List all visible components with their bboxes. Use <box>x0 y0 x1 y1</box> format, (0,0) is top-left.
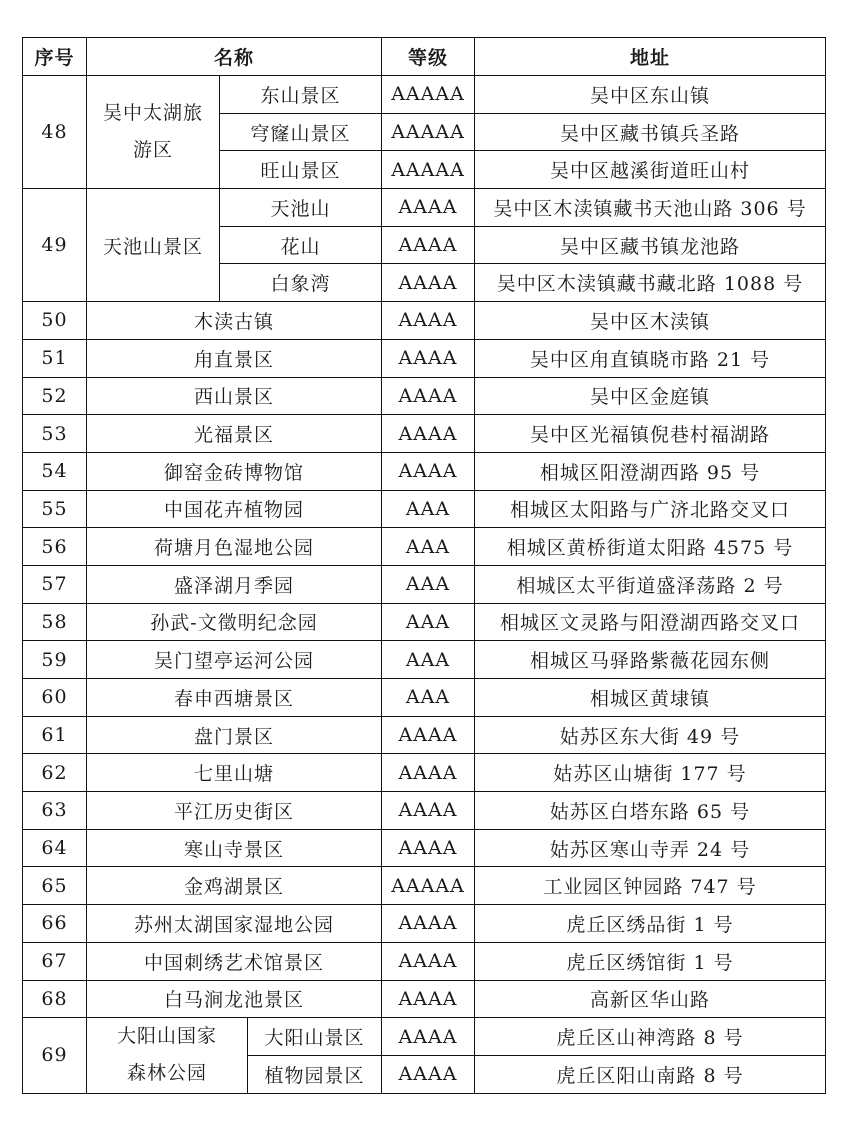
grade-cell: AAAA <box>382 226 475 264</box>
name-cell: 荷塘月色湿地公园 <box>87 528 382 566</box>
table-row <box>23 490 826 528</box>
table-row <box>23 754 826 792</box>
seq-cell: 56 <box>23 528 87 566</box>
address-cell: 相城区黄埭镇 <box>475 679 826 717</box>
address-cell: 相城区马驿路紫薇花园东侧 <box>475 641 826 679</box>
table-row <box>23 452 826 490</box>
table-row <box>23 942 826 980</box>
address-cell: 相城区太阳路与广济北路交叉口 <box>475 490 826 528</box>
table-row <box>23 189 826 227</box>
sub-name-cell: 花山 <box>220 226 382 264</box>
seq-cell: 69 <box>23 1018 87 1093</box>
seq-cell: 53 <box>23 415 87 453</box>
name-cell: 吴门望亭运河公园 <box>87 641 382 679</box>
table-row <box>23 980 826 1018</box>
seq-cell: 50 <box>23 302 87 340</box>
address-cell: 虎丘区绣馆街 1 号 <box>475 942 826 980</box>
sub-name-cell: 天池山 <box>220 189 382 227</box>
table-row <box>23 679 826 717</box>
header-grade: 等级 <box>382 38 475 76</box>
group-name-cell <box>87 76 220 189</box>
seq-cell: 55 <box>23 490 87 528</box>
table-row <box>23 528 826 566</box>
address-cell: 虎丘区阳山南路 8 号 <box>475 1055 826 1093</box>
scenic-spots-table <box>22 37 826 1094</box>
name-cell: 寒山寺景区 <box>87 829 382 867</box>
name-cell: 春申西塘景区 <box>87 679 382 717</box>
name-cell: 中国刺绣艺术馆景区 <box>87 942 382 980</box>
header-row <box>23 38 826 76</box>
sub-name-cell: 大阳山景区 <box>248 1018 382 1056</box>
seq-cell: 54 <box>23 452 87 490</box>
grade-cell: AAAA <box>382 452 475 490</box>
group-name-line: 大阳山国家 <box>116 1025 217 1048</box>
seq-cell: 64 <box>23 829 87 867</box>
group-name-cell: 天池山景区 <box>87 189 220 302</box>
address-cell: 吴中区木渎镇藏书天池山路 306 号 <box>475 189 826 227</box>
seq-cell: 63 <box>23 792 87 830</box>
table-row <box>23 603 826 641</box>
grade-cell: AAA <box>382 528 475 566</box>
grade-cell: AAAAA <box>382 867 475 905</box>
address-cell: 吴中区木渎镇藏书藏北路 1088 号 <box>475 264 826 302</box>
name-cell: 中国花卉植物园 <box>87 490 382 528</box>
address-cell: 相城区黄桥街道太阳路 4575 号 <box>475 528 826 566</box>
name-cell: 光福景区 <box>87 415 382 453</box>
grade-cell: AAAA <box>382 1018 475 1056</box>
table-row <box>23 829 826 867</box>
name-cell: 孙武-文徵明纪念园 <box>87 603 382 641</box>
group-name-line: 森林公园 <box>126 1062 207 1085</box>
grade-cell: AAAAA <box>382 113 475 151</box>
address-cell: 姑苏区寒山寺弄 24 号 <box>475 829 826 867</box>
seq-cell: 62 <box>23 754 87 792</box>
grade-cell: AAA <box>382 679 475 717</box>
grade-cell: AAAA <box>382 980 475 1018</box>
address-cell: 吴中区藏书镇龙池路 <box>475 226 826 264</box>
table-row <box>23 905 826 943</box>
seq-cell: 57 <box>23 565 87 603</box>
grade-cell: AAAA <box>382 905 475 943</box>
address-cell: 虎丘区山神湾路 8 号 <box>475 1018 826 1056</box>
table-row <box>23 792 826 830</box>
grade-cell: AAAA <box>382 415 475 453</box>
address-cell: 相城区太平街道盛泽荡路 2 号 <box>475 565 826 603</box>
seq-cell: 60 <box>23 679 87 717</box>
seq-cell: 67 <box>23 942 87 980</box>
table-row <box>23 302 826 340</box>
address-cell: 姑苏区山塘街 177 号 <box>475 754 826 792</box>
address-cell: 姑苏区东大街 49 号 <box>475 716 826 754</box>
sub-name-cell: 东山景区 <box>220 76 382 114</box>
name-cell: 御窑金砖博物馆 <box>87 452 382 490</box>
header-name: 名称 <box>87 38 382 76</box>
table-row <box>23 1018 826 1056</box>
group-name-line: 吴中太湖旅 <box>102 102 203 125</box>
name-cell: 西山景区 <box>87 377 382 415</box>
name-cell: 甪直景区 <box>87 339 382 377</box>
address-cell: 吴中区藏书镇兵圣路 <box>475 113 826 151</box>
seq-cell: 68 <box>23 980 87 1018</box>
name-cell: 白马涧龙池景区 <box>87 980 382 1018</box>
seq-cell: 48 <box>23 76 87 189</box>
table-row <box>23 641 826 679</box>
grade-cell: AAAA <box>382 942 475 980</box>
sub-name-cell: 白象湾 <box>220 264 382 302</box>
table-row <box>23 415 826 453</box>
seq-cell: 58 <box>23 603 87 641</box>
grade-cell: AAA <box>382 603 475 641</box>
seq-cell: 65 <box>23 867 87 905</box>
grade-cell: AAAAA <box>382 151 475 189</box>
address-cell: 相城区文灵路与阳澄湖西路交叉口 <box>475 603 826 641</box>
table-row <box>23 867 826 905</box>
grade-cell: AAAA <box>382 189 475 227</box>
table-row <box>23 716 826 754</box>
address-cell: 吴中区越溪街道旺山村 <box>475 151 826 189</box>
name-cell: 金鸡湖景区 <box>87 867 382 905</box>
name-cell: 盛泽湖月季园 <box>87 565 382 603</box>
address-cell: 吴中区木渎镇 <box>475 302 826 340</box>
header-seq: 序号 <box>23 38 87 76</box>
table-row <box>23 339 826 377</box>
grade-cell: AAAA <box>382 377 475 415</box>
address-cell: 姑苏区白塔东路 65 号 <box>475 792 826 830</box>
address-cell: 吴中区金庭镇 <box>475 377 826 415</box>
name-cell: 平江历史街区 <box>87 792 382 830</box>
table-row <box>23 377 826 415</box>
name-cell: 木渎古镇 <box>87 302 382 340</box>
grade-cell: AAA <box>382 641 475 679</box>
grade-cell: AAAA <box>382 716 475 754</box>
table-row <box>23 565 826 603</box>
sub-name-cell: 穹窿山景区 <box>220 113 382 151</box>
simple-rows <box>23 302 826 1018</box>
seq-cell: 66 <box>23 905 87 943</box>
sub-name-cell: 植物园景区 <box>248 1055 382 1093</box>
name-cell: 七里山塘 <box>87 754 382 792</box>
seq-cell: 61 <box>23 716 87 754</box>
seq-cell: 49 <box>23 189 87 302</box>
address-cell: 虎丘区绣品街 1 号 <box>475 905 826 943</box>
address-cell: 相城区阳澄湖西路 95 号 <box>475 452 826 490</box>
grade-cell: AAAA <box>382 754 475 792</box>
group-name-cell <box>87 1018 248 1093</box>
address-cell: 吴中区光福镇倪巷村福湖路 <box>475 415 826 453</box>
grade-cell: AAA <box>382 490 475 528</box>
address-cell: 高新区华山路 <box>475 980 826 1018</box>
header-address: 地址 <box>475 38 826 76</box>
address-cell: 吴中区甪直镇晓市路 21 号 <box>475 339 826 377</box>
name-cell: 盘门景区 <box>87 716 382 754</box>
seq-cell: 51 <box>23 339 87 377</box>
grade-cell: AAAA <box>382 1055 475 1093</box>
group-name-line: 游区 <box>132 139 173 162</box>
seq-cell: 52 <box>23 377 87 415</box>
grade-cell: AAAAA <box>382 76 475 114</box>
grade-cell: AAAA <box>382 264 475 302</box>
grade-cell: AAAA <box>382 829 475 867</box>
table-row <box>23 76 826 114</box>
grade-cell: AAAA <box>382 792 475 830</box>
grade-cell: AAAA <box>382 302 475 340</box>
address-cell: 工业园区钟园路 747 号 <box>475 867 826 905</box>
name-cell: 苏州太湖国家湿地公园 <box>87 905 382 943</box>
seq-cell: 59 <box>23 641 87 679</box>
grade-cell: AAA <box>382 565 475 603</box>
sub-name-cell: 旺山景区 <box>220 151 382 189</box>
grade-cell: AAAA <box>382 339 475 377</box>
address-cell: 吴中区东山镇 <box>475 76 826 114</box>
